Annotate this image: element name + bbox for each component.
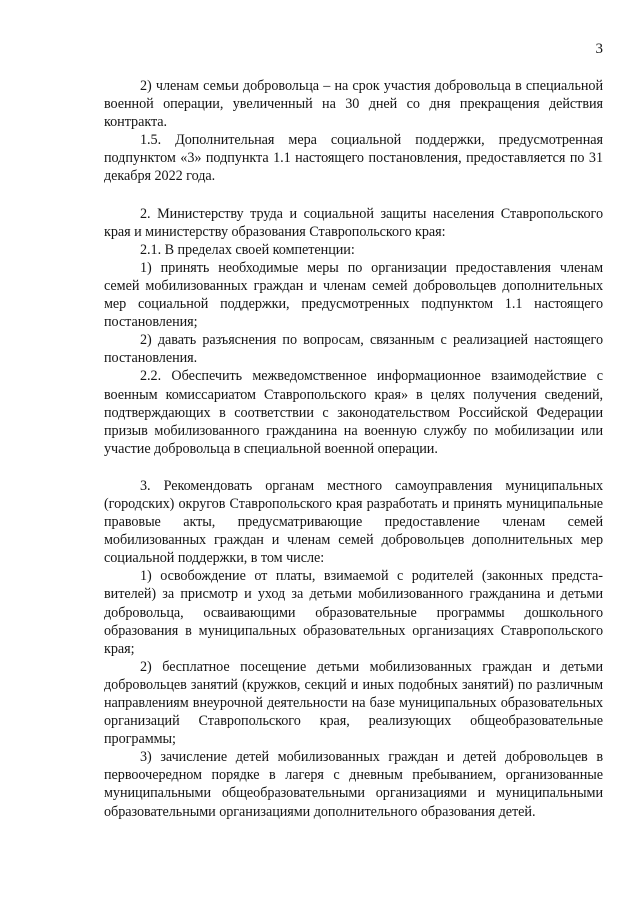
paragraph: 1) принять необходимые меры по организации предоставления членам семей мобилизованных граждан и членам семей добровольцев дополнительных мер социальной поддержки, предусмотренных подпунктом 1.1 настоящего постановления; (104, 259, 603, 331)
paragraph: 2) членам семьи добровольца – на срок участия добровольца в специальной военной операции, увеличенный на 30 дней со дня прекращения действия контракта. (104, 78, 603, 131)
paragraph: 3. Рекомендовать органам местного самоуправления муниципальных (городских) округов Ставропольского края разработать и принять муниципальные правовые акты, предусматривающие предоставление членам семей мобилизованных граждан и членам семей добровольцев дополнительных мер социальной поддержки, в том числе: (104, 477, 603, 567)
paragraph: 1) освобождение от платы, взимаемой с родителей (законных представителей) за присмотр и уход за детьми мобилизованного гражданина и детьми добровольца, осваивающими образовательные программы дошкольного образования в муниципальных образовательных организациях Ставропольского края; (104, 568, 603, 657)
section-gap (104, 186, 603, 205)
page-number: 3 (595, 41, 603, 57)
section-gap (104, 458, 603, 477)
paragraph: 2) бесплатное посещение детьми мобилизованных граждан и детьми добровольцев занятий (кружков, секций и иных подобных занятий) по различным направлениям внеурочной деятельности на базе муниципальных образовательных организаций Ставропольского края, реализующих общеобразовательные программы; (104, 658, 603, 748)
document-body (104, 0, 603, 821)
paragraph: 2.2. Обеспечить межведомственное информационное взаимодействие с военным комиссариатом Ставропольского края» в целях получения сведений, подтверждающих в соответствии с законодательством Российской Федерации призыв мобилизованного гражданина на военную службу по мобилизации или участие добровольца в специальной военной операции. (104, 368, 603, 457)
paragraph: 3) зачисление детей мобилизованных граждан и детей добровольцев в первоочередном порядке в лагеря с дневным пребыванием, организованные муниципальными общеобразовательными организациями и муниципальными образовательными организациями дополнительного образования детей. (104, 749, 603, 820)
paragraph: 2. Министерству труда и социальной защиты населения Ставропольского края и министерству образования Ставропольского края: (104, 205, 603, 240)
paragraph: 2.1. В пределах своей компетенции: (140, 241, 355, 258)
paragraph: 1.5. Дополнительная мера социальной поддержки, предусмотренная подпунктом «3» подпункта 1.1 настоящего постановления, предоставляется по 31 декабря 2022 года. (104, 132, 603, 185)
paragraph: 2) давать разъяснения по вопросам, связанным с реализацией настоящего постановления. (104, 332, 603, 367)
